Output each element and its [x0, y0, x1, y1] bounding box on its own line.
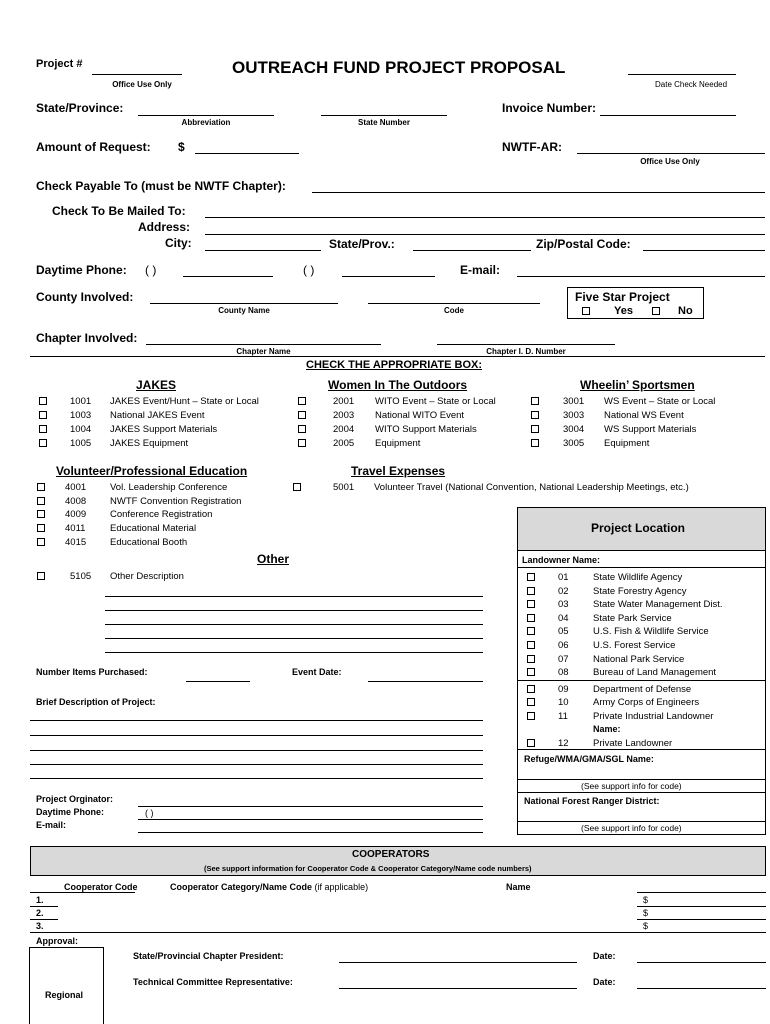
- date-check-caption: Date Check Needed: [655, 80, 728, 89]
- checkbox[interactable]: [298, 397, 306, 405]
- nwtf-ar-label: NWTF-AR:: [502, 140, 562, 154]
- checkbox[interactable]: [527, 739, 535, 747]
- chapter-id-field[interactable]: [437, 344, 615, 345]
- five-star-no-checkbox[interactable]: [652, 307, 660, 315]
- section-divider: [30, 356, 765, 357]
- checkbox[interactable]: [39, 397, 47, 405]
- date-check-line[interactable]: [628, 74, 736, 75]
- coop-header-line-a: [30, 892, 135, 893]
- checkbox[interactable]: [527, 627, 535, 635]
- travel-heading: Travel Expenses: [351, 464, 446, 478]
- technical-label: Technical Committee Representative:: [133, 977, 293, 987]
- industrial-name-label: Name:: [593, 724, 621, 734]
- email-label: E-mail:: [460, 263, 501, 277]
- county-code-field[interactable]: [368, 303, 540, 304]
- abbreviation-caption: Abbreviation: [181, 118, 231, 127]
- check-box-heading: CHECK THE APPROPRIATE BOX:: [306, 359, 483, 371]
- coop-row-1-dollar: $: [643, 895, 649, 905]
- coop-header-line-b: [637, 892, 766, 893]
- regional-label: Regional: [45, 990, 84, 1000]
- state-prov-label: State/Prov.:: [329, 237, 395, 251]
- originator-phone-area: ( ): [145, 808, 154, 818]
- volunteer-heading: Volunteer/Professional Education: [56, 464, 248, 478]
- checkbox[interactable]: [531, 411, 539, 419]
- originator-email-field[interactable]: [138, 832, 483, 833]
- refuge-support-note: (See support info for code): [581, 781, 682, 791]
- check-payable-field[interactable]: [312, 192, 765, 193]
- other-line-4[interactable]: [105, 638, 483, 639]
- forest-divider: [518, 792, 765, 793]
- chapter-involved-label: Chapter Involved:: [36, 331, 138, 345]
- chapter-name-caption: Chapter Name: [236, 347, 291, 356]
- checkbox[interactable]: [298, 411, 306, 419]
- other-line-5[interactable]: [105, 652, 483, 653]
- email-field[interactable]: [517, 276, 765, 277]
- checkbox[interactable]: [527, 600, 535, 608]
- phone2-field[interactable]: [342, 276, 435, 277]
- checkbox[interactable]: [527, 655, 535, 663]
- cooperator-name-header: Name: [506, 882, 531, 892]
- wheelin-heading: Wheelin’ Sportsmen: [580, 378, 695, 392]
- five-star-label: Five Star Project: [575, 290, 670, 304]
- five-star-no-label: No: [678, 305, 693, 317]
- checkbox[interactable]: [39, 411, 47, 419]
- checkbox[interactable]: [527, 698, 535, 706]
- county-name-field[interactable]: [150, 303, 338, 304]
- city-label: City:: [165, 236, 192, 250]
- wito-heading: Women In The Outdoors: [328, 378, 468, 392]
- president-date-field[interactable]: [637, 962, 766, 963]
- checkbox[interactable]: [531, 425, 539, 433]
- president-signature[interactable]: [339, 962, 577, 963]
- abbreviation-field[interactable]: [138, 115, 274, 116]
- nwtf-ar-field[interactable]: [577, 153, 765, 154]
- coop-row-1-amount[interactable]: [637, 906, 766, 907]
- forest-ranger-label: National Forest Ranger District:: [524, 796, 660, 806]
- checkbox[interactable]: [527, 668, 535, 676]
- five-star-yes-checkbox[interactable]: [582, 307, 590, 315]
- description-line-2[interactable]: [30, 735, 483, 736]
- originator-field[interactable]: [138, 806, 483, 807]
- checkbox[interactable]: [37, 497, 45, 505]
- state-prov-field[interactable]: [413, 250, 531, 251]
- refuge-divider: [518, 749, 765, 750]
- location-divider: [518, 680, 765, 681]
- forest-support-note: (See support info for code): [581, 823, 682, 833]
- landowner-divider: [518, 567, 765, 568]
- refuge-label: Refuge/WMA/GMA/SGL Name:: [524, 754, 654, 764]
- state-number-field[interactable]: [321, 115, 447, 116]
- dollar-sign: $: [178, 140, 185, 154]
- coop-row-1-label: 1.: [36, 895, 44, 905]
- originator-phone-field[interactable]: [138, 819, 483, 820]
- checkbox[interactable]: [37, 483, 45, 491]
- page-title: OUTREACH FUND PROJECT PROPOSAL: [232, 58, 566, 77]
- cooperators-title: COOPERATORS: [352, 849, 430, 860]
- landowner-label: Landowner Name:: [522, 555, 601, 565]
- technical-signature[interactable]: [339, 988, 577, 989]
- check-mailed-label: Check To Be Mailed To:: [52, 204, 186, 218]
- checkbox[interactable]: [527, 685, 535, 693]
- checkbox[interactable]: [39, 425, 47, 433]
- phone2-area-code: ( ): [303, 263, 315, 277]
- project-location-title: Project Location: [591, 521, 686, 535]
- description-line-3[interactable]: [30, 750, 483, 751]
- checkbox[interactable]: [527, 573, 535, 581]
- office-use-caption: Office Use Only: [112, 80, 172, 89]
- cooperator-category-header: Cooperator Category/Name Code (if applicable): [170, 882, 369, 892]
- amount-field[interactable]: [195, 153, 299, 154]
- project-number-line[interactable]: [92, 74, 182, 75]
- president-date-label: Date:: [593, 951, 616, 961]
- coop-row-2-code[interactable]: [30, 919, 58, 920]
- checkbox[interactable]: [39, 439, 47, 447]
- checkbox[interactable]: [298, 439, 306, 447]
- project-number-label: Project #: [36, 58, 83, 70]
- daytime-phone-label: Daytime Phone:: [36, 263, 127, 277]
- coop-bottom-line: [30, 932, 766, 933]
- cooperator-code-header: Cooperator Code: [64, 882, 138, 892]
- address-label: Address:: [138, 220, 191, 234]
- checkbox[interactable]: [527, 641, 535, 649]
- phone-area-code: ( ): [145, 263, 157, 277]
- number-items-field[interactable]: [186, 681, 250, 682]
- chapter-id-caption: Chapter I. D. Number: [486, 347, 566, 356]
- coop-row-1-code[interactable]: [30, 906, 58, 907]
- zip-field[interactable]: [643, 250, 765, 251]
- description-line-4[interactable]: [30, 764, 483, 765]
- county-code-caption: Code: [444, 306, 464, 315]
- jakes-heading: JAKES: [136, 378, 177, 392]
- phone-field[interactable]: [183, 276, 273, 277]
- approval-label: Approval:: [36, 936, 79, 946]
- other-line-2[interactable]: [105, 610, 483, 611]
- project-originator-label: Project Orginator:: [36, 794, 114, 804]
- cooperators-subtitle: (See support information for Cooperator Code & Cooperator Category/Name code numbers): [204, 864, 532, 873]
- technical-date-field[interactable]: [637, 988, 766, 989]
- regional-box: [29, 947, 104, 1024]
- checkbox[interactable]: [37, 538, 45, 546]
- event-date-field[interactable]: [368, 681, 483, 682]
- office-use-caption-2: Office Use Only: [640, 157, 700, 166]
- coop-row-2-amount[interactable]: [637, 919, 766, 920]
- originator-email-label: E-mail:: [36, 820, 67, 830]
- checkbox[interactable]: [37, 572, 45, 580]
- coop-row-2-label: 2.: [36, 908, 44, 918]
- coop-row-3-label: 3.: [36, 921, 44, 931]
- forest-ranger-field[interactable]: [518, 821, 765, 822]
- five-star-yes-label: Yes: [614, 305, 633, 317]
- technical-date-label: Date:: [593, 977, 616, 987]
- other-line-1[interactable]: [105, 596, 483, 597]
- other-line-3[interactable]: [105, 624, 483, 625]
- description-line-5[interactable]: [30, 778, 483, 779]
- originator-phone-label: Daytime Phone:: [36, 807, 105, 817]
- other-heading: Other: [257, 552, 290, 566]
- mailed-to-field[interactable]: [205, 217, 765, 218]
- president-label: State/Provincial Chapter President:: [133, 951, 284, 961]
- zip-label: Zip/Postal Code:: [536, 237, 631, 251]
- description-line-1[interactable]: [30, 720, 483, 721]
- checkbox[interactable]: [298, 425, 306, 433]
- city-field[interactable]: [205, 250, 321, 251]
- checkbox[interactable]: [293, 483, 301, 491]
- amount-request-label: Amount of Request:: [36, 140, 151, 154]
- checkbox[interactable]: [527, 712, 535, 720]
- county-name-caption: County Name: [218, 306, 270, 315]
- invoice-number-label: Invoice Number:: [502, 101, 597, 115]
- checkbox[interactable]: [527, 587, 535, 595]
- chapter-name-field[interactable]: [146, 344, 381, 345]
- coop-row-3-dollar: $: [643, 921, 649, 931]
- event-date-label: Event Date:: [292, 667, 342, 677]
- coop-row-2-dollar: $: [643, 908, 649, 918]
- check-payable-label: Check Payable To (must be NWTF Chapter):: [36, 179, 286, 193]
- checkbox[interactable]: [37, 524, 45, 532]
- invoice-number-field[interactable]: [600, 115, 736, 116]
- state-province-label: State/Province:: [36, 101, 124, 115]
- checkbox[interactable]: [531, 439, 539, 447]
- checkbox[interactable]: [531, 397, 539, 405]
- address-field[interactable]: [205, 234, 765, 235]
- checkbox[interactable]: [527, 614, 535, 622]
- county-involved-label: County Involved:: [36, 290, 134, 304]
- brief-description-label: Brief Description of Project:: [36, 697, 156, 707]
- number-items-label: Number Items Purchased:: [36, 667, 148, 677]
- state-number-caption: State Number: [357, 118, 410, 127]
- refuge-field[interactable]: [518, 779, 765, 780]
- checkbox[interactable]: [37, 510, 45, 518]
